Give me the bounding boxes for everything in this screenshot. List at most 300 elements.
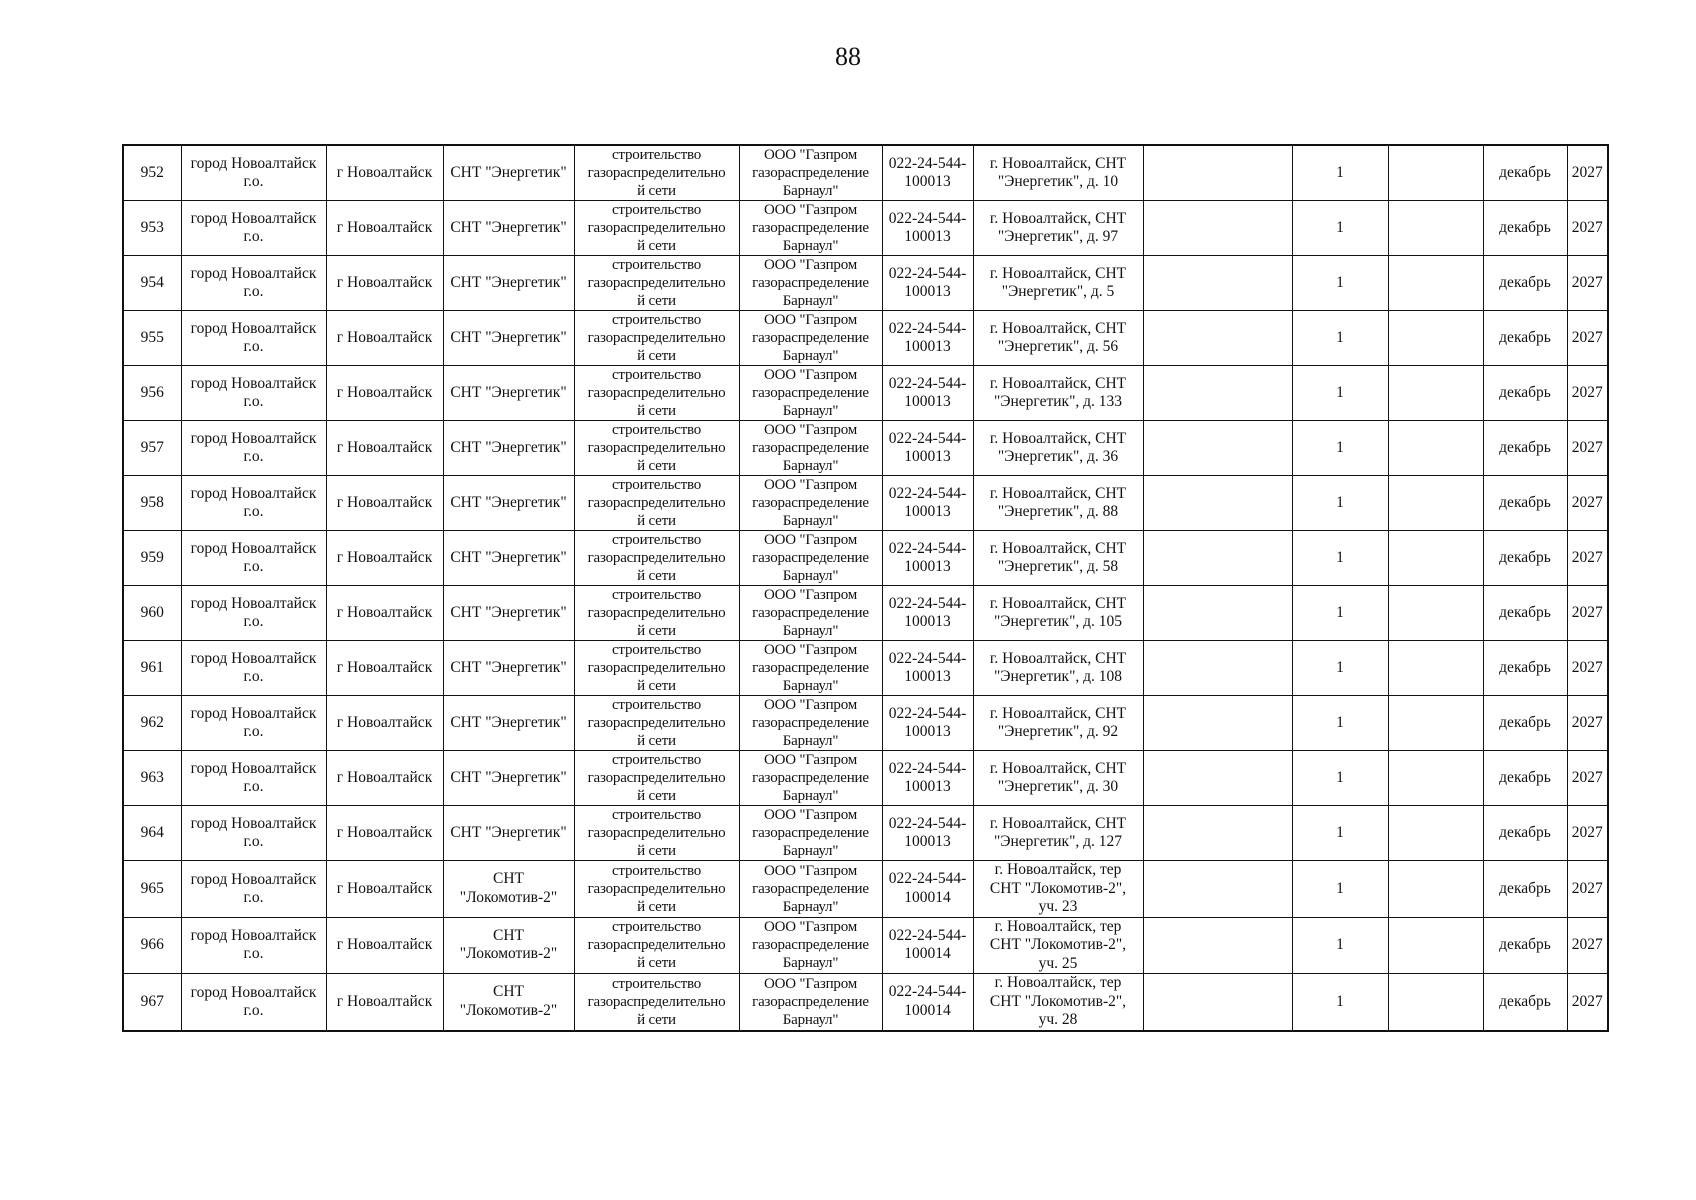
object-code-cell xyxy=(882,311,973,366)
object-code-line: 022-24-544- xyxy=(888,429,967,447)
empty-cell xyxy=(1143,256,1292,311)
object-code-line: 022-24-544- xyxy=(888,814,967,832)
table-row xyxy=(123,586,1608,641)
municipality-line: город Новоалтайск xyxy=(190,155,317,172)
object-code-line: 022-24-544- xyxy=(888,264,967,282)
work-type-line: газораспределительно xyxy=(587,275,726,291)
municipality-line: г.о. xyxy=(243,448,264,465)
snt-cell: СНТ "Энергетик" xyxy=(443,311,574,366)
object-code-line: 100013 xyxy=(904,393,951,410)
gasification-table xyxy=(122,144,1609,1032)
settlement-cell: г Новоалтайск xyxy=(326,476,443,531)
organization-line: ООО "Газпром xyxy=(763,752,858,768)
empty-cell xyxy=(1388,861,1483,918)
snt-cell: СНТ "Локомотив-2" xyxy=(443,974,574,1031)
municipality-line: город Новоалтайск xyxy=(190,320,317,337)
count-cell: 1 xyxy=(1292,201,1388,256)
work-type-cell xyxy=(574,586,739,641)
year-cell: 2027 xyxy=(1567,311,1608,366)
empty-cell xyxy=(1143,806,1292,861)
organization-line: ООО "Газпром xyxy=(763,367,858,383)
object-code-line: 022-24-544- xyxy=(888,759,967,777)
empty-cell xyxy=(1143,974,1292,1031)
work-type-line: газораспределительно xyxy=(587,550,726,566)
organization-line: ООО "Газпром xyxy=(763,422,858,438)
work-type-line: й сети xyxy=(637,403,676,419)
work-type-cell xyxy=(574,256,739,311)
work-type-line: й сети xyxy=(637,955,676,972)
work-type-cell xyxy=(574,751,739,806)
object-code-line: 100013 xyxy=(904,283,951,300)
municipality-cell xyxy=(181,974,326,1031)
organization-line: Барнаул" xyxy=(782,513,839,529)
address-line: "Энергетик", д. 30 xyxy=(997,778,1119,795)
address-line: "Энергетик", д. 97 xyxy=(997,228,1119,245)
organization-line: газораспределение xyxy=(752,770,869,786)
row-number-cell: 956 xyxy=(123,366,181,421)
settlement-cell: г Новоалтайск xyxy=(326,366,443,421)
settlement-cell: г Новоалтайск xyxy=(326,586,443,641)
empty-cell xyxy=(1388,421,1483,476)
year-cell: 2027 xyxy=(1567,531,1608,586)
municipality-line: город Новоалтайск xyxy=(190,650,317,667)
snt-cell: СНТ "Локомотив-2" xyxy=(443,861,574,918)
object-code-cell xyxy=(882,861,973,918)
organization-line: Барнаул" xyxy=(782,238,839,254)
table-row xyxy=(123,751,1608,806)
object-code-line: 100013 xyxy=(904,503,951,520)
organization-cell xyxy=(739,366,882,421)
object-code-line: 100013 xyxy=(904,833,951,850)
work-type-line: газораспределительно xyxy=(587,660,726,676)
count-cell: 1 xyxy=(1292,641,1388,696)
address-line: г. Новоалтайск, СНТ xyxy=(989,539,1127,557)
object-code-line: 100013 xyxy=(904,558,951,575)
row-number-cell: 958 xyxy=(123,476,181,531)
organization-line: Барнаул" xyxy=(782,898,839,915)
month-cell: декабрь xyxy=(1483,256,1567,311)
settlement-cell: г Новоалтайск xyxy=(326,201,443,256)
address-line: г. Новоалтайск, СНТ xyxy=(989,594,1127,612)
organization-cell xyxy=(739,476,882,531)
municipality-line: г.о. xyxy=(243,723,264,740)
object-code-line: 022-24-544- xyxy=(888,926,967,944)
organization-cell xyxy=(739,311,882,366)
object-code-line: 022-24-544- xyxy=(888,870,967,888)
count-cell: 1 xyxy=(1292,751,1388,806)
snt-cell: СНТ "Энергетик" xyxy=(443,531,574,586)
empty-cell xyxy=(1388,696,1483,751)
object-code-cell xyxy=(882,366,973,421)
count-cell: 1 xyxy=(1292,531,1388,586)
year-cell: 2027 xyxy=(1567,974,1608,1031)
organization-cell xyxy=(739,145,882,201)
empty-cell xyxy=(1388,586,1483,641)
organization-line: ООО "Газпром xyxy=(763,642,858,658)
table-row xyxy=(123,421,1608,476)
address-line: СНТ "Локомотив-2", xyxy=(989,992,1127,1010)
municipality-line: г.о. xyxy=(243,338,264,355)
address-line: "Энергетик", д. 58 xyxy=(997,558,1119,575)
settlement-cell: г Новоалтайск xyxy=(326,696,443,751)
row-number-cell: 955 xyxy=(123,311,181,366)
organization-line: ООО "Газпром xyxy=(763,202,858,218)
municipality-cell xyxy=(181,917,326,974)
object-code-cell xyxy=(882,751,973,806)
municipality-cell xyxy=(181,586,326,641)
organization-line: газораспределение xyxy=(752,220,869,236)
snt-cell: СНТ "Энергетик" xyxy=(443,421,574,476)
year-cell: 2027 xyxy=(1567,366,1608,421)
month-cell: декабрь xyxy=(1483,366,1567,421)
work-type-line: й сети xyxy=(637,458,676,474)
municipality-cell xyxy=(181,201,326,256)
organization-line: газораспределение xyxy=(752,605,869,621)
work-type-line: строительство xyxy=(611,642,702,658)
address-line: СНТ "Локомотив-2", xyxy=(989,936,1127,953)
settlement-cell: г Новоалтайск xyxy=(326,861,443,918)
year-cell: 2027 xyxy=(1567,421,1608,476)
row-number-cell: 961 xyxy=(123,641,181,696)
organization-line: газораспределение xyxy=(752,495,869,511)
municipality-line: город Новоалтайск xyxy=(190,210,317,227)
address-line: "Энергетик", д. 5 xyxy=(1001,283,1115,300)
organization-line: ООО "Газпром xyxy=(763,147,858,163)
object-code-cell xyxy=(882,641,973,696)
count-cell: 1 xyxy=(1292,256,1388,311)
address-line: уч. 23 xyxy=(1038,898,1078,915)
table-row xyxy=(123,145,1608,201)
organization-line: газораспределение xyxy=(752,440,869,456)
organization-line: ООО "Газпром xyxy=(763,807,858,823)
table-row xyxy=(123,861,1608,918)
organization-line: Барнаул" xyxy=(782,293,839,309)
row-number-cell: 953 xyxy=(123,201,181,256)
row-number-cell: 965 xyxy=(123,861,181,918)
count-cell: 1 xyxy=(1292,145,1388,201)
empty-cell xyxy=(1388,201,1483,256)
year-cell: 2027 xyxy=(1567,696,1608,751)
object-code-cell xyxy=(882,696,973,751)
organization-line: ООО "Газпром xyxy=(763,587,858,603)
address-line: г. Новоалтайск, СНТ xyxy=(989,704,1127,722)
work-type-line: газораспределительно xyxy=(587,825,726,841)
object-code-line: 100014 xyxy=(904,888,951,906)
address-cell xyxy=(973,806,1143,861)
address-line: г. Новоалтайск, СНТ xyxy=(989,649,1127,667)
object-code-line: 100013 xyxy=(904,338,951,355)
organization-line: газораспределение xyxy=(752,825,869,841)
address-line: г. Новоалтайск, СНТ xyxy=(989,814,1127,832)
address-line: г. Новоалтайск, тер xyxy=(994,861,1122,878)
work-type-cell xyxy=(574,974,739,1031)
address-line: "Энергетик", д. 108 xyxy=(993,668,1123,685)
year-cell: 2027 xyxy=(1567,256,1608,311)
address-line: г. Новоалтайск, СНТ xyxy=(989,759,1127,777)
municipality-line: город Новоалтайск xyxy=(190,870,317,888)
year-cell: 2027 xyxy=(1567,861,1608,918)
row-number-cell: 952 xyxy=(123,145,181,201)
municipality-line: город Новоалтайск xyxy=(190,760,317,777)
organization-line: Барнаул" xyxy=(782,623,839,639)
organization-line: Барнаул" xyxy=(782,348,839,364)
work-type-cell xyxy=(574,806,739,861)
municipality-line: город Новоалтайск xyxy=(190,485,317,502)
settlement-cell: г Новоалтайск xyxy=(326,806,443,861)
object-code-cell xyxy=(882,421,973,476)
municipality-cell xyxy=(181,806,326,861)
work-type-line: строительство xyxy=(611,147,702,163)
table-body xyxy=(123,145,1608,1031)
municipality-cell xyxy=(181,366,326,421)
municipality-line: город Новоалтайск xyxy=(190,265,317,282)
municipality-line: город Новоалтайск xyxy=(190,595,317,612)
object-code-line: 100013 xyxy=(904,228,951,245)
count-cell: 1 xyxy=(1292,366,1388,421)
empty-cell xyxy=(1143,531,1292,586)
month-cell: декабрь xyxy=(1483,531,1567,586)
object-code-line: 022-24-544- xyxy=(888,704,967,722)
empty-cell xyxy=(1388,531,1483,586)
empty-cell xyxy=(1143,311,1292,366)
object-code-line: 100013 xyxy=(904,723,951,740)
address-line: уч. 25 xyxy=(1038,954,1078,972)
work-type-line: й сети xyxy=(637,733,676,749)
address-line: "Энергетик", д. 92 xyxy=(997,723,1119,740)
month-cell: декабрь xyxy=(1483,917,1567,974)
year-cell: 2027 xyxy=(1567,145,1608,201)
empty-cell xyxy=(1143,861,1292,918)
organization-line: ООО "Газпром xyxy=(763,919,858,936)
object-code-line: 022-24-544- xyxy=(888,319,967,337)
municipality-line: г.о. xyxy=(243,558,264,575)
month-cell: декабрь xyxy=(1483,751,1567,806)
organization-line: газораспределение xyxy=(752,660,869,676)
table-row xyxy=(123,917,1608,974)
work-type-line: й сети xyxy=(637,898,676,915)
address-line: "Энергетик", д. 127 xyxy=(993,833,1123,850)
address-line: "Энергетик", д. 10 xyxy=(997,173,1119,190)
municipality-cell xyxy=(181,145,326,201)
object-code-cell xyxy=(882,917,973,974)
address-line: г. Новоалтайск, СНТ xyxy=(989,429,1127,447)
address-cell xyxy=(973,586,1143,641)
work-type-cell xyxy=(574,421,739,476)
municipality-line: г.о. xyxy=(243,503,264,520)
organization-cell xyxy=(739,751,882,806)
address-line: "Энергетик", д. 56 xyxy=(997,338,1119,355)
count-cell: 1 xyxy=(1292,696,1388,751)
settlement-cell: г Новоалтайск xyxy=(326,917,443,974)
work-type-cell xyxy=(574,917,739,974)
address-line: уч. 28 xyxy=(1038,1011,1078,1028)
empty-cell xyxy=(1388,806,1483,861)
snt-cell: СНТ "Энергетик" xyxy=(443,366,574,421)
work-type-cell xyxy=(574,366,739,421)
empty-cell xyxy=(1388,311,1483,366)
municipality-line: город Новоалтайск xyxy=(190,983,317,1001)
address-cell xyxy=(973,421,1143,476)
snt-cell: СНТ "Локомотив-2" xyxy=(443,917,574,974)
organization-line: Барнаул" xyxy=(782,733,839,749)
organization-cell xyxy=(739,201,882,256)
table-row xyxy=(123,256,1608,311)
snt-cell: СНТ "Энергетик" xyxy=(443,145,574,201)
empty-cell xyxy=(1143,145,1292,201)
work-type-line: й сети xyxy=(637,183,676,199)
address-line: г. Новоалтайск, тер xyxy=(994,917,1122,935)
municipality-cell xyxy=(181,421,326,476)
organization-cell xyxy=(739,974,882,1031)
address-line: "Энергетик", д. 36 xyxy=(997,448,1119,465)
organization-cell xyxy=(739,421,882,476)
organization-line: ООО "Газпром xyxy=(763,532,858,548)
settlement-cell: г Новоалтайск xyxy=(326,641,443,696)
address-line: г. Новоалтайск, СНТ xyxy=(989,374,1127,392)
municipality-line: г.о. xyxy=(243,283,264,300)
work-type-line: газораспределительно xyxy=(587,220,726,236)
object-code-line: 022-24-544- xyxy=(888,374,967,392)
organization-line: газораспределение xyxy=(752,937,869,954)
settlement-cell: г Новоалтайск xyxy=(326,751,443,806)
work-type-line: газораспределительно xyxy=(587,385,726,401)
settlement-cell: г Новоалтайск xyxy=(326,974,443,1031)
organization-cell xyxy=(739,696,882,751)
address-line: "Энергетик", д. 105 xyxy=(993,613,1123,630)
organization-line: ООО "Газпром xyxy=(763,862,858,879)
table-row xyxy=(123,531,1608,586)
work-type-line: строительство xyxy=(611,367,702,383)
snt-cell: СНТ "Энергетик" xyxy=(443,476,574,531)
empty-cell xyxy=(1143,917,1292,974)
municipality-cell xyxy=(181,311,326,366)
work-type-line: й сети xyxy=(637,623,676,639)
organization-line: Барнаул" xyxy=(782,403,839,419)
work-type-line: газораспределительно xyxy=(587,440,726,456)
empty-cell xyxy=(1388,256,1483,311)
snt-cell: СНТ "Энергетик" xyxy=(443,806,574,861)
table-row xyxy=(123,641,1608,696)
month-cell: декабрь xyxy=(1483,586,1567,641)
empty-cell xyxy=(1388,974,1483,1031)
work-type-cell xyxy=(574,696,739,751)
address-line: "Энергетик", д. 133 xyxy=(993,393,1123,410)
address-line: г. Новоалтайск, тер xyxy=(994,974,1122,991)
address-line: г. Новоалтайск, СНТ xyxy=(989,154,1127,172)
object-code-cell xyxy=(882,145,973,201)
organization-line: Барнаул" xyxy=(782,843,839,859)
address-cell xyxy=(973,751,1143,806)
municipality-line: город Новоалтайск xyxy=(190,927,317,945)
address-cell xyxy=(973,476,1143,531)
year-cell: 2027 xyxy=(1567,201,1608,256)
work-type-cell xyxy=(574,861,739,918)
object-code-line: 022-24-544- xyxy=(888,484,967,502)
empty-cell xyxy=(1143,696,1292,751)
empty-cell xyxy=(1143,201,1292,256)
object-code-line: 022-24-544- xyxy=(888,983,967,1001)
object-code-cell xyxy=(882,586,973,641)
empty-cell xyxy=(1143,641,1292,696)
year-cell: 2027 xyxy=(1567,806,1608,861)
snt-cell: СНТ "Энергетик" xyxy=(443,696,574,751)
municipality-cell xyxy=(181,696,326,751)
row-number-cell: 962 xyxy=(123,696,181,751)
object-code-cell xyxy=(882,256,973,311)
month-cell: декабрь xyxy=(1483,311,1567,366)
address-cell xyxy=(973,641,1143,696)
work-type-line: строительство xyxy=(611,697,702,713)
organization-line: Барнаул" xyxy=(782,183,839,199)
count-cell: 1 xyxy=(1292,421,1388,476)
organization-line: газораспределение xyxy=(752,715,869,731)
organization-cell xyxy=(739,586,882,641)
municipality-cell xyxy=(181,751,326,806)
organization-line: Барнаул" xyxy=(782,678,839,694)
organization-line: газораспределение xyxy=(752,275,869,291)
row-number-cell: 960 xyxy=(123,586,181,641)
object-code-line: 022-24-544- xyxy=(888,154,967,172)
municipality-line: город Новоалтайск xyxy=(190,540,317,557)
work-type-line: строительство xyxy=(611,312,702,328)
address-line: СНТ "Локомотив-2", xyxy=(989,879,1127,897)
month-cell: декабрь xyxy=(1483,806,1567,861)
empty-cell xyxy=(1388,751,1483,806)
municipality-line: город Новоалтайск xyxy=(190,815,317,832)
empty-cell xyxy=(1143,366,1292,421)
object-code-line: 100014 xyxy=(904,945,951,963)
organization-line: Барнаул" xyxy=(782,1011,839,1028)
municipality-line: г.о. xyxy=(243,778,264,795)
work-type-line: строительство xyxy=(611,422,702,438)
object-code-line: 022-24-544- xyxy=(888,649,967,667)
work-type-line: строительство xyxy=(611,532,702,548)
year-cell: 2027 xyxy=(1567,476,1608,531)
object-code-cell xyxy=(882,531,973,586)
work-type-cell xyxy=(574,145,739,201)
settlement-cell: г Новоалтайск xyxy=(326,311,443,366)
work-type-line: газораспределительно xyxy=(587,993,726,1010)
month-cell: декабрь xyxy=(1483,696,1567,751)
organization-line: ООО "Газпром xyxy=(763,975,858,992)
table-row xyxy=(123,806,1608,861)
organization-cell xyxy=(739,641,882,696)
work-type-line: й сети xyxy=(637,788,676,804)
organization-cell xyxy=(739,917,882,974)
count-cell: 1 xyxy=(1292,311,1388,366)
organization-line: газораспределение xyxy=(752,330,869,346)
address-line: г. Новоалтайск, СНТ xyxy=(989,264,1127,282)
address-line: г. Новоалтайск, СНТ xyxy=(989,484,1127,502)
work-type-line: строительство xyxy=(611,752,702,768)
row-number-cell: 967 xyxy=(123,974,181,1031)
empty-cell xyxy=(1388,366,1483,421)
address-cell xyxy=(973,366,1143,421)
address-line: г. Новоалтайск, СНТ xyxy=(989,209,1127,227)
object-code-line: 100014 xyxy=(904,1001,951,1019)
row-number-cell: 964 xyxy=(123,806,181,861)
month-cell: декабрь xyxy=(1483,641,1567,696)
municipality-line: г.о. xyxy=(243,668,264,685)
municipality-cell xyxy=(181,256,326,311)
month-cell: декабрь xyxy=(1483,201,1567,256)
organization-line: газораспределение xyxy=(752,880,869,897)
table-row xyxy=(123,974,1608,1031)
month-cell: декабрь xyxy=(1483,861,1567,918)
work-type-cell xyxy=(574,476,739,531)
snt-cell: СНТ "Энергетик" xyxy=(443,256,574,311)
municipality-line: г.о. xyxy=(243,1001,264,1019)
